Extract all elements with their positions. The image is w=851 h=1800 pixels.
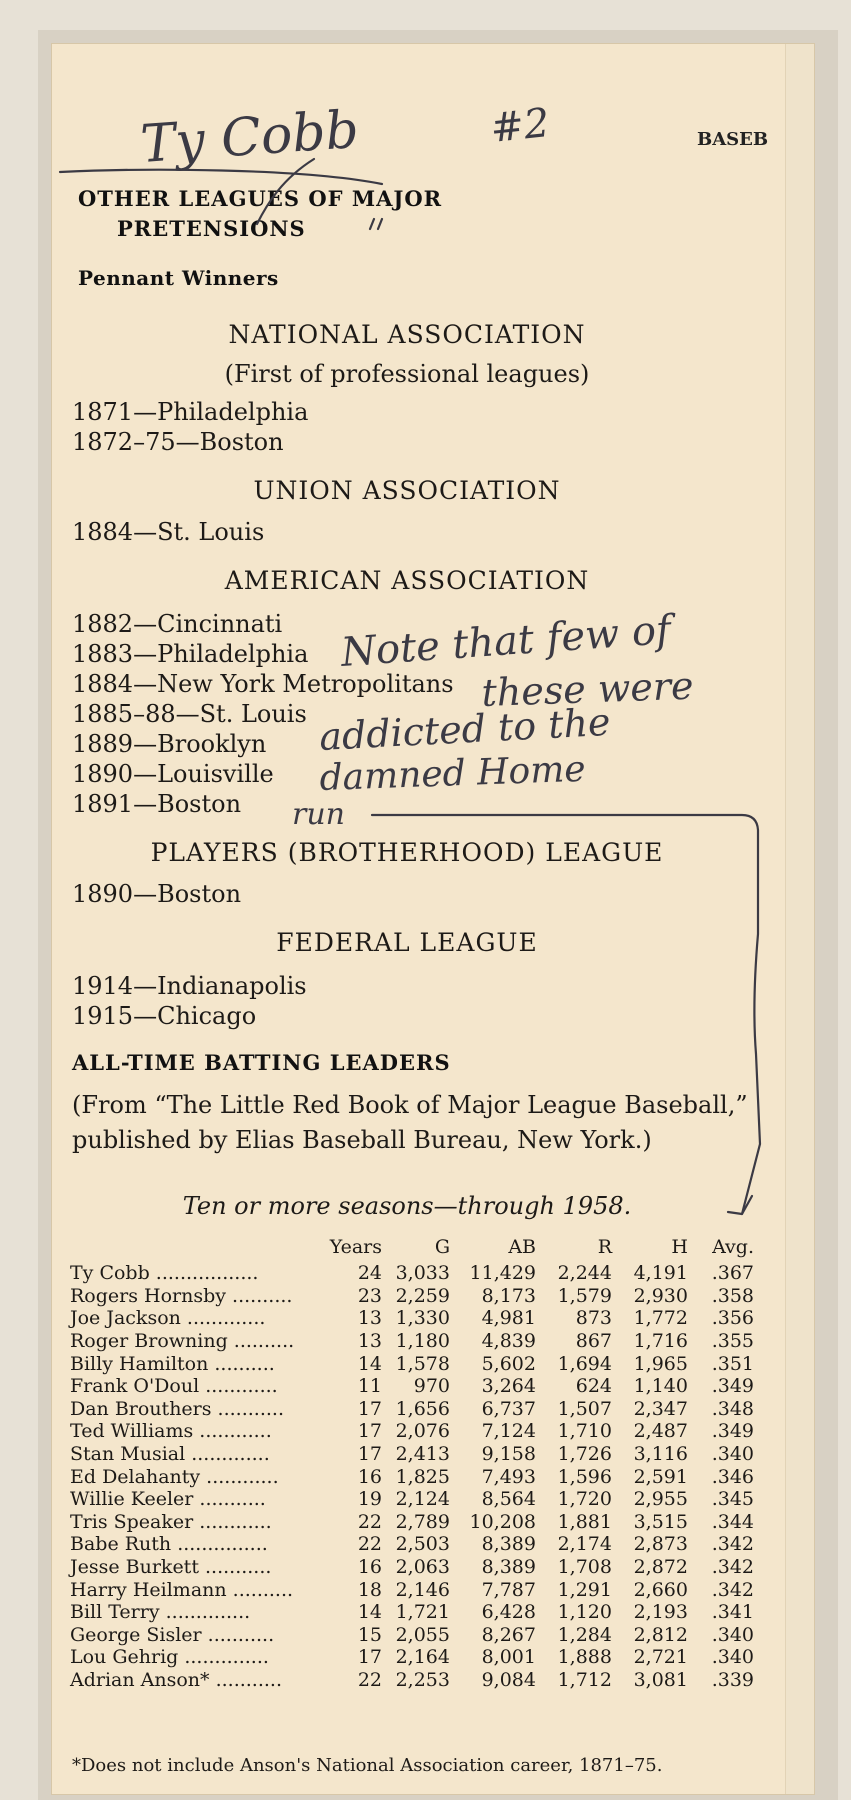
stat-cell-ab: 8,267 — [481, 1623, 536, 1646]
stat-cell-r: 1,712 — [557, 1668, 612, 1691]
stat-cell-r: 2,244 — [557, 1262, 612, 1285]
stat-cell-g: 1,180 — [395, 1330, 450, 1353]
stat-cell-avg: .342 — [711, 1533, 754, 1556]
stat-cell-ab: 7,493 — [481, 1465, 536, 1488]
stat-cell-h: 2,955 — [633, 1488, 688, 1511]
player-name: Jesse Burkett ........... — [70, 1556, 272, 1579]
stat-cell-years: 17 — [357, 1646, 382, 1669]
player-name: Roger Browning .......... — [70, 1330, 295, 1353]
stat-cell-r: 1,507 — [557, 1397, 612, 1420]
stat-cell-h: 1,716 — [633, 1330, 688, 1353]
table-row — [70, 1578, 754, 1601]
stat-cell-ab: 9,084 — [481, 1668, 536, 1691]
handwritten-number: #2 — [488, 100, 552, 152]
stat-cell-years: 23 — [357, 1284, 382, 1307]
table-row — [70, 1285, 754, 1308]
table-row — [70, 1443, 754, 1466]
player-name: Billy Hamilton .......... — [70, 1352, 275, 1375]
table-row — [70, 1556, 754, 1579]
stat-cell-years: 14 — [357, 1601, 382, 1624]
stat-cell-avg: .344 — [711, 1510, 754, 1533]
stat-cell-r: 1,694 — [557, 1352, 612, 1375]
table-row — [70, 1465, 754, 1488]
stat-cell-years: 22 — [357, 1510, 382, 1533]
pennant-entry: 1872–75—Boston — [72, 428, 284, 456]
stat-cell-avg: .341 — [711, 1601, 754, 1624]
pennant-entry: 1891—Boston — [72, 790, 242, 818]
stat-cell-avg: .348 — [711, 1397, 754, 1420]
stat-cell-r: 867 — [575, 1330, 612, 1353]
stat-cell-g: 3,033 — [395, 1262, 450, 1285]
stat-cell-h: 4,191 — [633, 1262, 688, 1285]
player-name: Stan Musial ............. — [70, 1443, 270, 1466]
table-row — [70, 1646, 754, 1669]
signature-underline — [60, 170, 382, 184]
pennant-entry: 1914—Indianapolis — [72, 972, 307, 1000]
stat-cell-years: 14 — [357, 1352, 382, 1375]
column-header: R — [597, 1236, 612, 1258]
table-caption: Ten or more seasons—through 1958. — [182, 1192, 632, 1220]
stat-cell-avg: .355 — [711, 1330, 754, 1353]
stat-cell-r: 1,120 — [557, 1601, 612, 1624]
player-name: Lou Gehrig .............. — [70, 1646, 269, 1669]
league-subtitle-national-association: (First of professional leagues) — [224, 360, 590, 388]
section-heading-line-1: OTHER LEAGUES OF MAJOR — [78, 186, 443, 211]
pennant-winners-subheading: Pennant Winners — [78, 266, 279, 290]
ditto-mark — [370, 219, 382, 229]
stat-cell-r: 1,284 — [557, 1623, 612, 1646]
stat-cell-avg: .345 — [711, 1488, 754, 1511]
player-name: Bill Terry .............. — [70, 1601, 251, 1624]
column-header: Years — [329, 1236, 382, 1258]
table-row — [70, 1624, 754, 1647]
stat-cell-years: 22 — [357, 1668, 382, 1691]
table-header-row — [70, 1232, 754, 1262]
stat-cell-ab: 3,264 — [481, 1375, 536, 1398]
stat-cell-h: 2,347 — [633, 1397, 688, 1420]
stat-cell-g: 2,055 — [395, 1623, 450, 1646]
table-row — [70, 1262, 754, 1285]
stat-cell-g: 2,503 — [395, 1533, 450, 1556]
pennant-entry: 1884—St. Louis — [72, 518, 265, 546]
stat-cell-h: 3,081 — [633, 1668, 688, 1691]
stat-cell-r: 1,726 — [557, 1443, 612, 1466]
stat-cell-ab: 4,839 — [481, 1330, 536, 1353]
pennant-entry: 1871—Philadelphia — [72, 398, 309, 426]
table-row — [70, 1533, 754, 1556]
player-name: Ty Cobb ................. — [70, 1262, 259, 1285]
league-title-players-league: PLAYERS (BROTHERHOOD) LEAGUE — [150, 838, 664, 867]
stat-cell-avg: .349 — [711, 1420, 754, 1443]
stat-cell-r: 2,174 — [557, 1533, 612, 1556]
league-title-national-association: NATIONAL ASSOCIATION — [228, 320, 586, 349]
player-name: Rogers Hornsby .......... — [70, 1284, 293, 1307]
stat-cell-r: 1,888 — [557, 1646, 612, 1669]
stat-cell-years: 16 — [357, 1556, 382, 1579]
stat-cell-years: 13 — [357, 1307, 382, 1330]
column-header: G — [434, 1236, 450, 1258]
section-heading-line-2: PRETENSIONS — [117, 216, 306, 241]
handwritten-note-line: Note that few of — [339, 607, 673, 676]
stat-cell-r: 1,596 — [557, 1465, 612, 1488]
stat-cell-avg: .358 — [711, 1284, 754, 1307]
stat-cell-years: 17 — [357, 1420, 382, 1443]
stat-cell-r: 1,710 — [557, 1420, 612, 1443]
stat-cell-ab: 6,737 — [481, 1397, 536, 1420]
stat-cell-h: 1,965 — [633, 1352, 688, 1375]
stat-cell-g: 2,124 — [395, 1488, 450, 1511]
pennant-entry: 1884—New York Metropolitans — [72, 670, 454, 698]
stat-cell-g: 1,656 — [395, 1397, 450, 1420]
table-row — [70, 1352, 754, 1375]
table-row — [70, 1488, 754, 1511]
stat-cell-avg: .340 — [711, 1623, 754, 1646]
stat-cell-g: 2,076 — [395, 1420, 450, 1443]
stat-cell-ab: 8,389 — [481, 1556, 536, 1579]
pennant-entry: 1915—Chicago — [72, 1002, 257, 1030]
stat-cell-g: 2,164 — [395, 1646, 450, 1669]
stat-cell-g: 1,825 — [395, 1465, 450, 1488]
column-header: H — [671, 1236, 688, 1258]
stat-cell-ab: 6,428 — [481, 1601, 536, 1624]
player-name: George Sisler ........... — [70, 1623, 275, 1646]
table-row — [70, 1375, 754, 1398]
stat-cell-avg: .349 — [711, 1375, 754, 1398]
table-row — [70, 1601, 754, 1624]
signature-handwriting: Ty Cobb — [138, 99, 361, 175]
stat-cell-r: 873 — [575, 1307, 612, 1330]
stat-cell-avg: .346 — [711, 1465, 754, 1488]
player-name: Willie Keeler ........... — [70, 1488, 266, 1511]
adjacent-column-edge — [785, 44, 814, 1794]
stat-cell-avg: .340 — [711, 1443, 754, 1466]
player-name: Ted Williams ............ — [70, 1420, 272, 1443]
table-row — [70, 1398, 754, 1421]
league-title-american-association: AMERICAN ASSOCIATION — [224, 566, 590, 595]
handwritten-note-line: addicted to the — [318, 699, 612, 759]
table-row — [70, 1330, 754, 1353]
stat-cell-g: 970 — [413, 1375, 450, 1398]
stat-cell-ab: 4,981 — [481, 1307, 536, 1330]
stat-cell-ab: 8,389 — [481, 1533, 536, 1556]
stat-cell-years: 16 — [357, 1465, 382, 1488]
stat-cell-avg: .340 — [711, 1646, 754, 1669]
stat-cell-g: 2,413 — [395, 1443, 450, 1466]
stat-cell-h: 2,487 — [633, 1420, 688, 1443]
player-name: Babe Ruth ............... — [70, 1533, 268, 1556]
stat-cell-h: 2,721 — [633, 1646, 688, 1669]
stat-cell-ab: 8,173 — [481, 1284, 536, 1307]
stat-cell-h: 2,660 — [633, 1578, 688, 1601]
player-name: Dan Brouthers ........... — [70, 1397, 284, 1420]
stat-cell-h: 2,812 — [633, 1623, 688, 1646]
stat-cell-ab: 7,787 — [481, 1578, 536, 1601]
stat-cell-years: 19 — [357, 1488, 382, 1511]
stat-cell-avg: .356 — [711, 1307, 754, 1330]
stat-cell-ab: 10,208 — [469, 1510, 536, 1533]
stat-cell-years: 22 — [357, 1533, 382, 1556]
player-name: Ed Delahanty ............ — [70, 1465, 279, 1488]
stat-cell-years: 15 — [357, 1623, 382, 1646]
pennant-entry: 1882—Cincinnati — [72, 610, 283, 638]
stat-cell-g: 2,146 — [395, 1578, 450, 1601]
stat-cell-ab: 9,158 — [481, 1443, 536, 1466]
stat-cell-r: 1,291 — [557, 1578, 612, 1601]
pennant-entry: 1890—Louisville — [72, 760, 274, 788]
table-row — [70, 1511, 754, 1534]
stat-cell-g: 1,578 — [395, 1352, 450, 1375]
stat-cell-years: 13 — [357, 1330, 382, 1353]
handwritten-note-line: run — [292, 797, 345, 832]
stat-cell-r: 1,579 — [557, 1284, 612, 1307]
pennant-entry: 1890—Boston — [72, 880, 242, 908]
stat-cell-g: 2,259 — [395, 1284, 450, 1307]
handwritten-note-line: damned Home — [318, 748, 587, 799]
stat-cell-r: 1,720 — [557, 1488, 612, 1511]
batting-leaders-table — [70, 1232, 754, 1691]
stat-cell-g: 2,063 — [395, 1556, 450, 1579]
player-name: Harry Heilmann .......... — [70, 1578, 294, 1601]
player-name: Tris Speaker ............ — [70, 1510, 272, 1533]
adjacent-column-header: BASEB — [697, 129, 769, 150]
stat-cell-years: 17 — [357, 1397, 382, 1420]
table-row — [70, 1669, 754, 1692]
stat-cell-g: 1,721 — [395, 1601, 450, 1624]
stat-cell-years: 24 — [357, 1262, 382, 1285]
stat-cell-ab: 8,001 — [481, 1646, 536, 1669]
player-name: Frank O'Doul ............ — [70, 1375, 278, 1398]
stat-cell-h: 2,193 — [633, 1601, 688, 1624]
stat-cell-years: 18 — [357, 1578, 382, 1601]
stat-cell-ab: 11,429 — [469, 1262, 536, 1285]
stat-cell-avg: .342 — [711, 1556, 754, 1579]
stat-cell-ab: 5,602 — [481, 1352, 536, 1375]
league-title-federal-league: FEDERAL LEAGUE — [276, 928, 538, 957]
stat-cell-r: 624 — [575, 1375, 612, 1398]
pennant-entry: 1883—Philadelphia — [72, 640, 309, 668]
stat-cell-h: 3,116 — [633, 1443, 688, 1466]
league-title-union-association: UNION ASSOCIATION — [253, 476, 561, 505]
pennant-entry: 1885–88—St. Louis — [72, 700, 307, 728]
stat-cell-h: 2,591 — [633, 1465, 688, 1488]
table-row — [70, 1420, 754, 1443]
player-name: Adrian Anson* ........... — [70, 1668, 283, 1691]
stat-cell-h: 2,872 — [633, 1556, 688, 1579]
table-footnote: *Does not include Anson's National Association career, 1871–75. — [72, 1755, 663, 1776]
stat-cell-avg: .342 — [711, 1578, 754, 1601]
column-header: Avg. — [712, 1236, 754, 1258]
stat-cell-h: 2,930 — [633, 1284, 688, 1307]
handwritten-note-line: these were — [480, 663, 695, 715]
stat-cell-avg: .339 — [711, 1668, 754, 1691]
stat-cell-g: 2,789 — [395, 1510, 450, 1533]
stat-cell-r: 1,708 — [557, 1556, 612, 1579]
stat-cell-years: 17 — [357, 1443, 382, 1466]
stat-cell-avg: .351 — [711, 1352, 754, 1375]
stat-cell-ab: 8,564 — [481, 1488, 536, 1511]
stat-cell-g: 2,253 — [395, 1668, 450, 1691]
stat-cell-h: 1,140 — [633, 1375, 688, 1398]
newspaper-clipping — [52, 44, 814, 1794]
stat-cell-h: 2,873 — [633, 1533, 688, 1556]
player-name: Joe Jackson ............. — [70, 1307, 266, 1330]
batting-leaders-heading: ALL-TIME BATTING LEADERS — [72, 1050, 451, 1075]
stat-cell-h: 3,515 — [633, 1510, 688, 1533]
pennant-entry: 1889—Brooklyn — [72, 730, 267, 758]
stat-cell-r: 1,881 — [557, 1510, 612, 1533]
source-note: (From “The Little Red Book of Major League Baseball,” published by Elias Baseball Bureau, New York.) — [72, 1091, 748, 1154]
stat-cell-avg: .367 — [711, 1262, 754, 1285]
column-header: AB — [508, 1236, 536, 1258]
stat-cell-g: 1,330 — [395, 1307, 450, 1330]
stat-cell-years: 11 — [357, 1375, 382, 1398]
table-row — [70, 1307, 754, 1330]
stat-cell-ab: 7,124 — [481, 1420, 536, 1443]
stat-cell-h: 1,772 — [633, 1307, 688, 1330]
